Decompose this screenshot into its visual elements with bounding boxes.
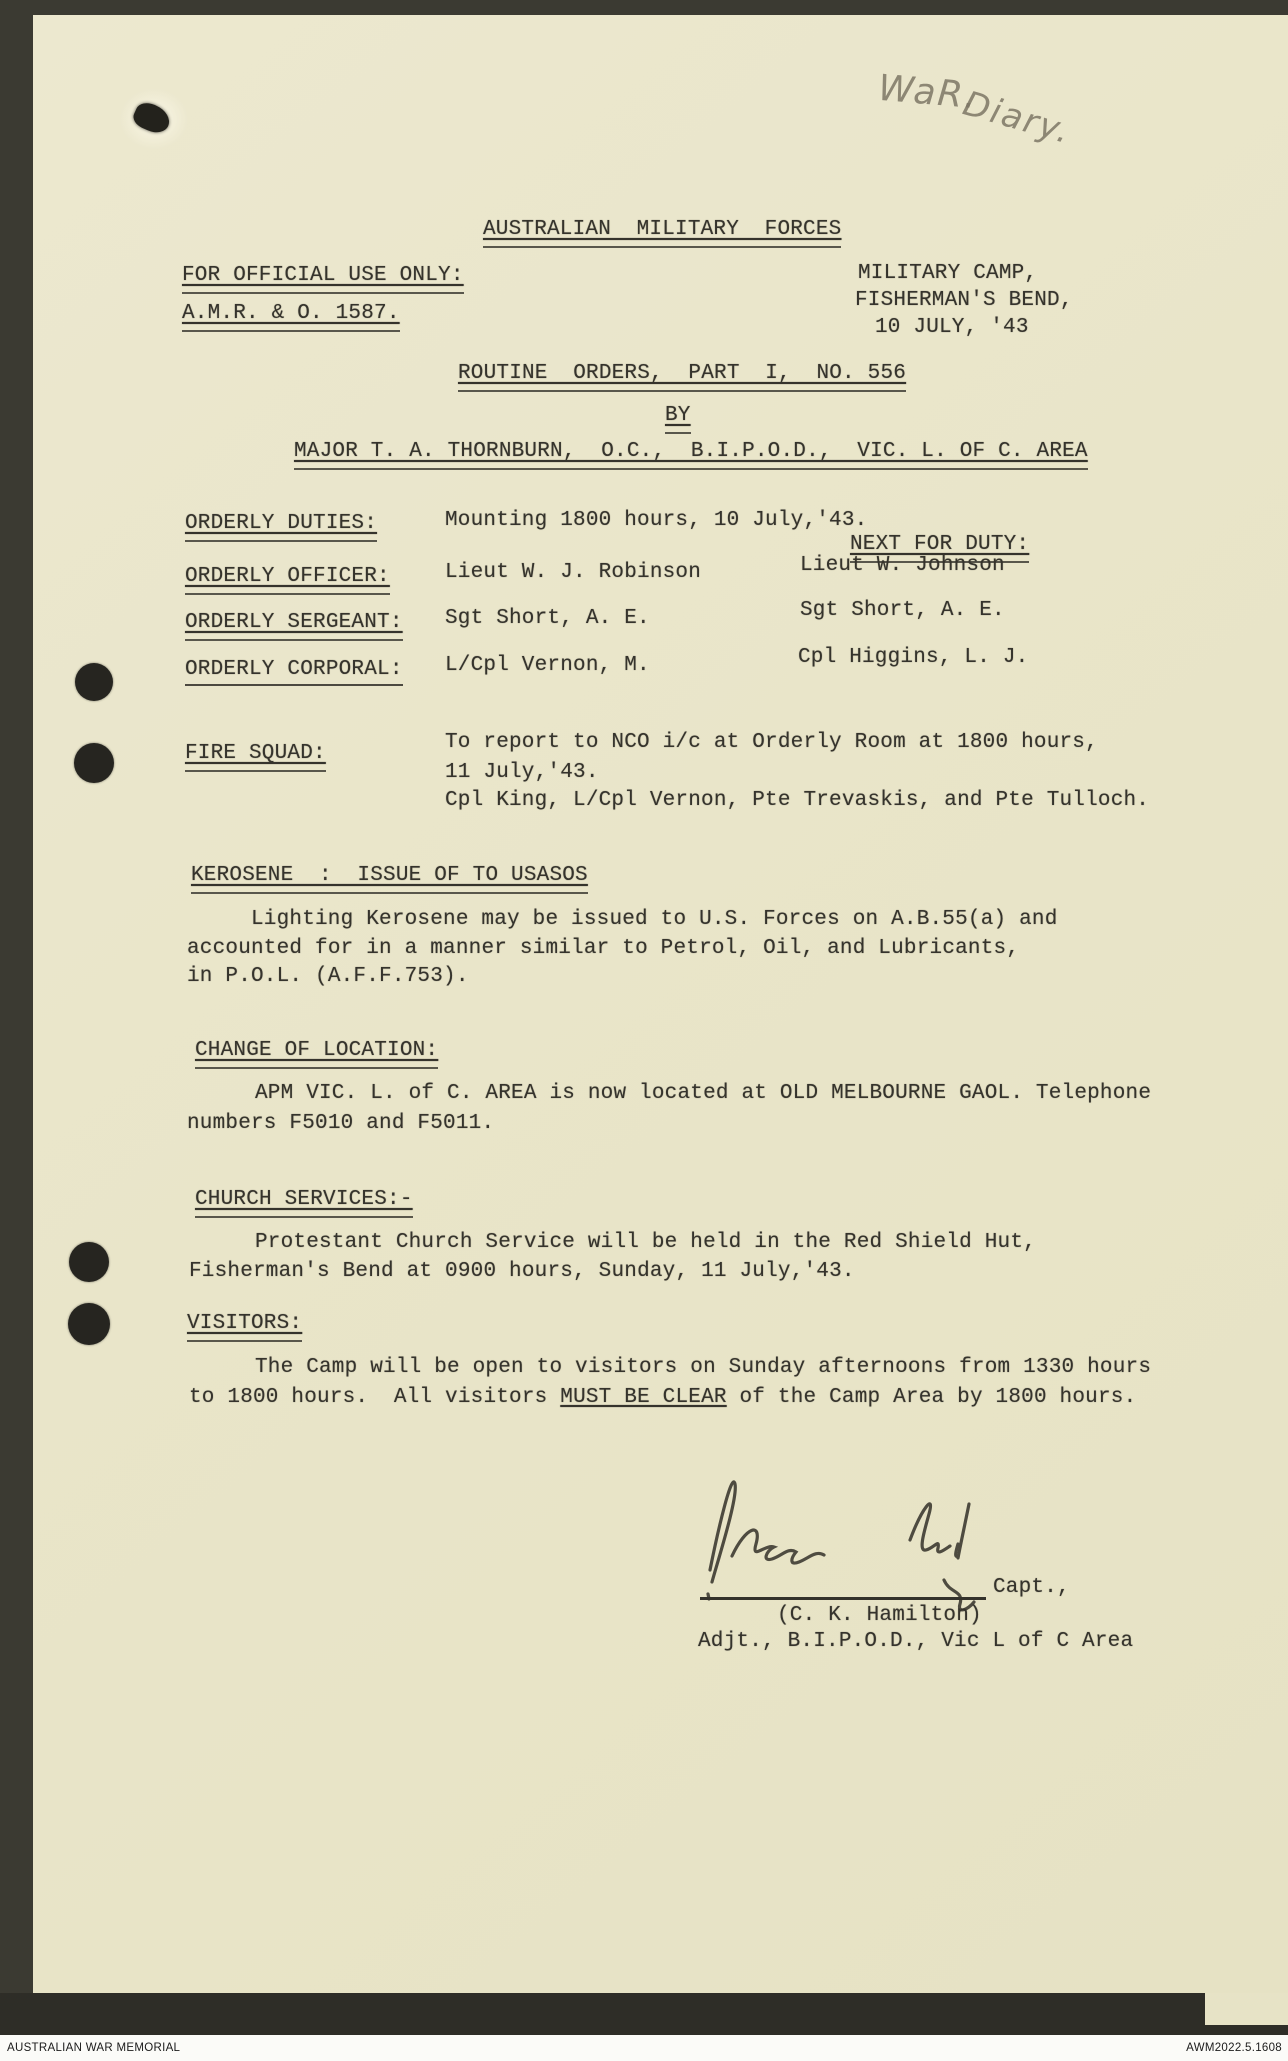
- fire-squad-label: FIRE SQUAD:: [185, 742, 326, 772]
- orderly-corporal-current: L/Cpl Vernon, M.: [445, 654, 650, 677]
- orderly-sergeant-current: Sgt Short, A. E.: [445, 607, 650, 630]
- by-line: BY: [665, 404, 691, 434]
- pencil-note-war: WaR.: [876, 67, 980, 118]
- punch-hole: [75, 663, 113, 701]
- orderly-duties-value: Mounting 1800 hours, 10 July,'43.: [445, 509, 868, 532]
- fire-squad-line: 11 July,'43.: [445, 761, 599, 784]
- archive-id: AWM2022.5.1608: [1186, 2042, 1282, 2054]
- orderly-officer-next: Lieut W. Johnson: [800, 554, 1005, 577]
- order-title: ROUTINE ORDERS, PART I, NO. 556: [458, 362, 906, 392]
- orderly-duties-label: ORDERLY DUTIES:: [185, 512, 377, 542]
- official-use-heading: FOR OFFICIAL USE ONLY:: [182, 264, 464, 294]
- kerosene-line: in P.O.L. (A.F.F.753).: [187, 965, 469, 988]
- orderly-officer-current: Lieut W. J. Robinson: [445, 561, 702, 584]
- orderly-officer-label: ORDERLY OFFICER:: [185, 565, 390, 595]
- signature-rank: Capt.,: [993, 1576, 1070, 1599]
- force-title: AUSTRALIAN MILITARY FORCES: [483, 218, 841, 248]
- visitors-heading: VISITORS:: [187, 1312, 302, 1342]
- visitors-line: [189, 1386, 1136, 1410]
- orderly-corporal-label: ORDERLY CORPORAL:: [185, 658, 403, 686]
- next-page-edge: [1205, 1993, 1288, 2025]
- amr-reference: A.M.R. & O. 1587.: [182, 302, 400, 332]
- signature-rule: [700, 1597, 986, 1600]
- orderly-sergeant-next: Sgt Short, A. E.: [800, 599, 1005, 622]
- kerosene-heading: KEROSENE : ISSUE OF TO USASOS: [191, 864, 588, 894]
- pencil-note-diary: Diary.: [958, 83, 1077, 153]
- change-of-location-line: APM VIC. L. of C. AREA is now located at OLD MELBOURNE GAOL. Telephone: [255, 1082, 1152, 1105]
- archive-label: AUSTRALIAN WAR MEMORIAL: [7, 2042, 181, 2054]
- kerosene-line: accounted for in a manner similar to Petrol, Oil, and Lubricants,: [187, 937, 1020, 960]
- issuer-line: MAJOR T. A. THORNBURN, O.C., B.I.P.O.D., VIC. L. OF C. AREA: [294, 440, 1088, 470]
- scan-background-band: [0, 1993, 1288, 2035]
- orderly-sergeant-label: ORDERLY SERGEANT:: [185, 611, 403, 641]
- fire-squad-line: To report to NCO i/c at Orderly Room at 1800 hours,: [445, 731, 1098, 754]
- church-services-line: Fisherman's Bend at 0900 hours, Sunday, 11 July,'43.: [189, 1260, 855, 1283]
- order-date: 10 JULY, '43: [875, 316, 1029, 339]
- church-services-line: Protestant Church Service will be held in the Red Shield Hut,: [255, 1231, 1036, 1254]
- station-line: FISHERMAN'S BEND,: [855, 289, 1073, 312]
- church-services-heading: CHURCH SERVICES:-: [195, 1188, 413, 1218]
- punch-hole: [68, 1303, 110, 1345]
- archive-footer: [0, 2035, 1288, 2061]
- signature-role: Adjt., B.I.P.O.D., Vic L of C Area: [698, 1630, 1134, 1653]
- punch-hole: [74, 743, 114, 783]
- station-line: MILITARY CAMP,: [858, 262, 1038, 285]
- visitors-must-be-clear: MUST BE CLEAR: [560, 1386, 727, 1409]
- visitors-line-post: of the Camp Area by 1800 hours.: [726, 1386, 1137, 1409]
- fire-squad-line: Cpl King, L/Cpl Vernon, Pte Trevaskis, and Pte Tulloch.: [445, 789, 1150, 812]
- punch-hole: [69, 1242, 109, 1282]
- visitors-line-pre: to 1800 hours. All visitors: [189, 1386, 561, 1409]
- next-for-duty-label: NEXT FOR DUTY:: [850, 533, 1029, 563]
- visitors-line: The Camp will be open to visitors on Sunday afternoons from 1330 hours: [255, 1356, 1152, 1379]
- change-of-location-heading: CHANGE OF LOCATION:: [195, 1039, 438, 1069]
- orderly-corporal-next: Cpl Higgins, L. J.: [798, 646, 1029, 669]
- handwritten-signature: [688, 1452, 1028, 1612]
- change-of-location-line: numbers F5010 and F5011.: [187, 1112, 495, 1135]
- signature-name: (C. K. Hamilton): [777, 1604, 982, 1627]
- kerosene-line: Lighting Kerosene may be issued to U.S. Forces on A.B.55(a) and: [251, 908, 1058, 931]
